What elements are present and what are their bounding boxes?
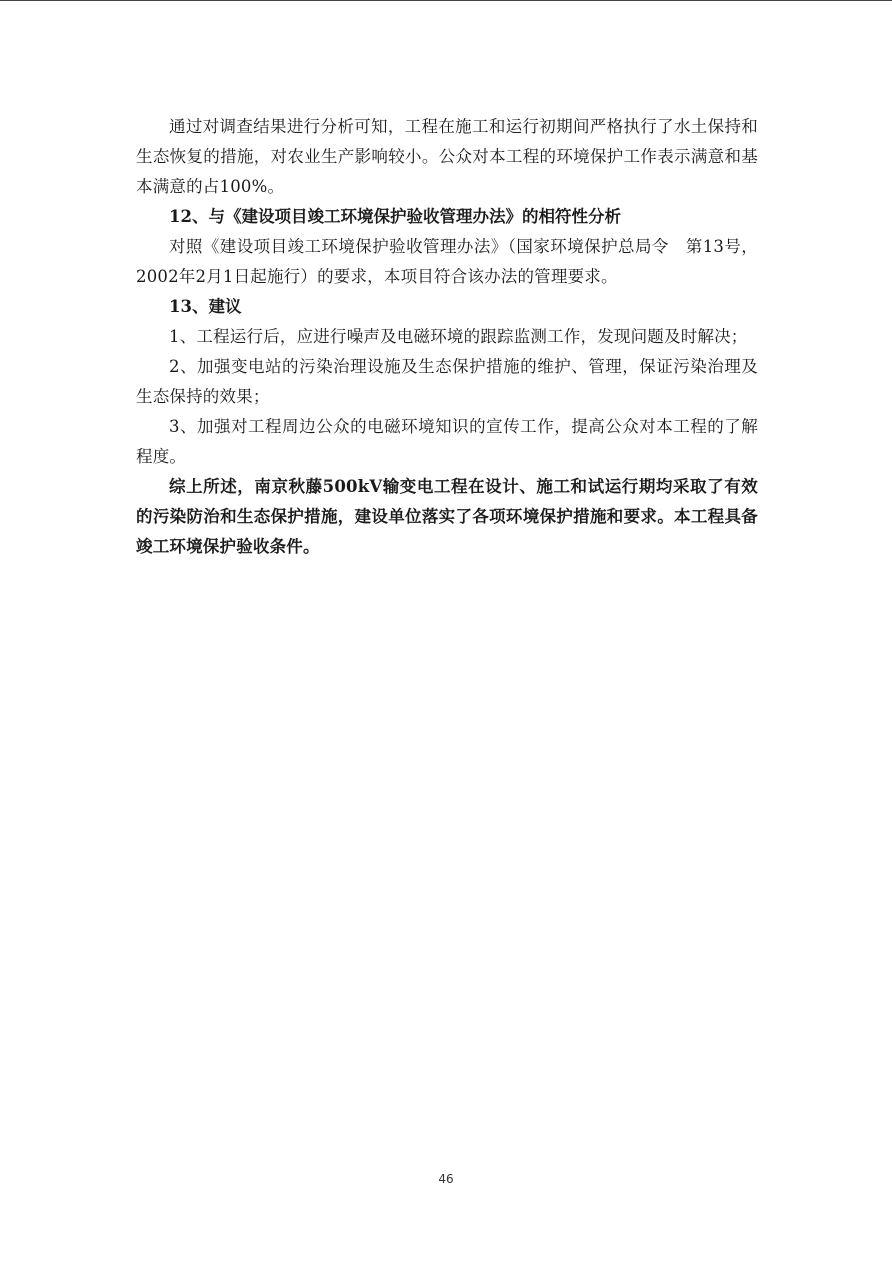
section-12-heading: 12、与《建设项目竣工环境保护验收管理办法》的相符性分析	[169, 207, 621, 226]
page-top-border	[0, 0, 892, 1]
document-body	[136, 112, 758, 562]
suggestion-1-paragraph: 1、工程运行后，应进行噪声及电磁环境的跟踪监测工作，发现问题及时解决；	[169, 327, 748, 346]
section-12-paragraph: 对照《建设项目竣工环境保护验收管理办法》（国家环境保护总局令 第13号，2002年2月1日起施行）的要求，本项目符合该办法的管理要求。	[136, 237, 758, 286]
page-number: 46	[438, 1172, 454, 1186]
suggestion-3-paragraph: 3、加强对工程周边公众的电磁环境知识的宣传工作，提高公众对本工程的了解程度。	[136, 417, 758, 466]
suggestion-2-paragraph: 2、加强变电站的污染治理设施及生态保护措施的维护、管理，保证污染治理及生态保持的效果；	[136, 357, 758, 406]
survey-analysis-paragraph: 通过对调查结果进行分析可知，工程在施工和运行初期间严格执行了水土保持和生态恢复的措施，对农业生产影响较小。公众对本工程的环境保护工作表示满意和基本满意的占100%。	[136, 117, 758, 196]
section-13-heading: 13、建议	[169, 297, 242, 316]
conclusion-paragraph: 综上所述，南京秋藤500kV输变电工程在设计、施工和试运行期均采取了有效的污染防治和生态保护措施，建设单位落实了各项环境保护措施和要求。本工程具备竣工环境保护验收条件。	[136, 477, 758, 556]
